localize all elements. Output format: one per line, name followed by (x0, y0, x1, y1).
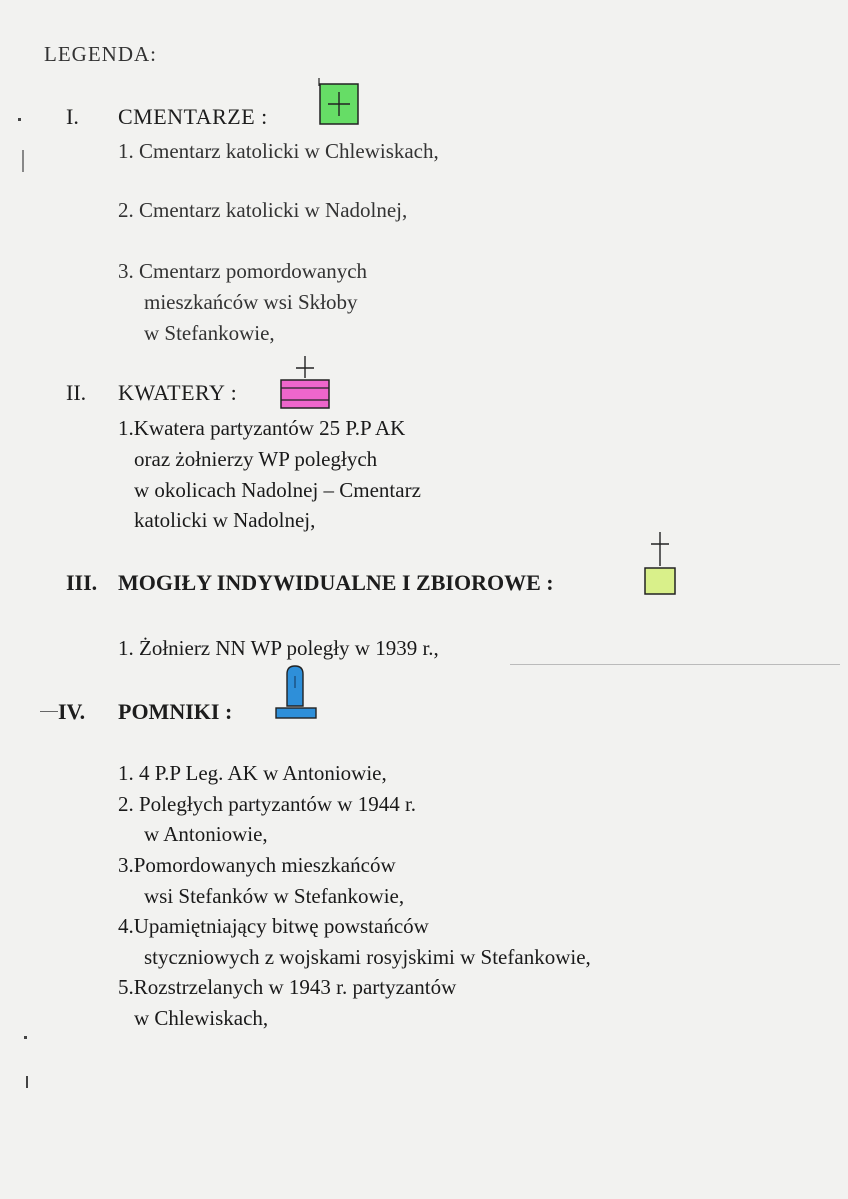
section-1-heading: CMENTARZE : (118, 104, 268, 129)
section-3-item-1: 1. Żołnierz NN WP poległy w 1939 r., (118, 636, 439, 660)
section-1-item-3-line-1: 3. Cmentarz pomordowanych (118, 259, 368, 283)
section-4-item-1: 1. 4 P.P Leg. AK w Antoniowie, (118, 761, 387, 785)
grave-icon (640, 528, 680, 598)
section-2-item-1-line-1: 1.Kwatera partyzantów 25 P.P AK (118, 416, 406, 440)
section-4-item-4-line-1: 4.Upamiętniający bitwę powstańców (118, 914, 429, 938)
section-2-item-1-line-4: katolicki w Nadolnej, (134, 508, 316, 532)
section-4-item-2-line-1: 2. Poległych partyzantów w 1944 r. (118, 792, 417, 816)
scan-speck (40, 711, 58, 712)
section-4-item-5-line-2: w Chlewiskach, (134, 1006, 269, 1030)
section-4-item-4-line-2: styczniowych z wojskami rosyjskimi w Stefankowie, (144, 945, 591, 969)
monument-icon (272, 664, 320, 722)
section-1-item-1: 1. Cmentarz katolicki w Chlewiskach, (118, 139, 439, 163)
scan-line (510, 664, 840, 665)
section-4-heading: POMNIKI : (118, 699, 233, 724)
section-4-item-2-line-2: w Antoniowie, (144, 822, 268, 846)
section-1-numeral: I. (66, 104, 79, 129)
scan-speck (24, 1036, 27, 1039)
section-3-numeral: III. (66, 570, 98, 595)
quarter-icon (276, 354, 334, 412)
section-4-item-3-line-1: 3.Pomordowanych mieszkańców (118, 853, 396, 877)
section-2-item-1-line-2: oraz żołnierzy WP poległych (134, 447, 378, 471)
section-2-item-1-line-3: w okolicach Nadolnej – Cmentarz (134, 478, 421, 502)
section-4-numeral: IV. (58, 699, 86, 724)
section-4-item-3-line-2: wsi Stefanków w Stefankowie, (144, 884, 405, 908)
section-1-item-2: 2. Cmentarz katolicki w Nadolnej, (118, 198, 408, 222)
section-4-item-5-line-1: 5.Rozstrzelanych w 1943 r. partyzantów (118, 975, 457, 999)
cemetery-icon (316, 76, 362, 130)
section-1-item-3-line-3: w Stefankowie, (144, 321, 275, 345)
section-2-heading: KWATERY : (118, 380, 238, 405)
scan-speck (18, 118, 21, 121)
section-1-item-3-line-2: mieszkańców wsi Skłoby (144, 290, 358, 314)
scan-speck (26, 1076, 28, 1088)
section-2-numeral: II. (66, 380, 87, 405)
section-3-heading: MOGIŁY INDYWIDUALNE I ZBIOROWE : (118, 570, 554, 595)
scan-speck (22, 150, 24, 172)
legend-title: LEGENDA: (44, 42, 157, 66)
